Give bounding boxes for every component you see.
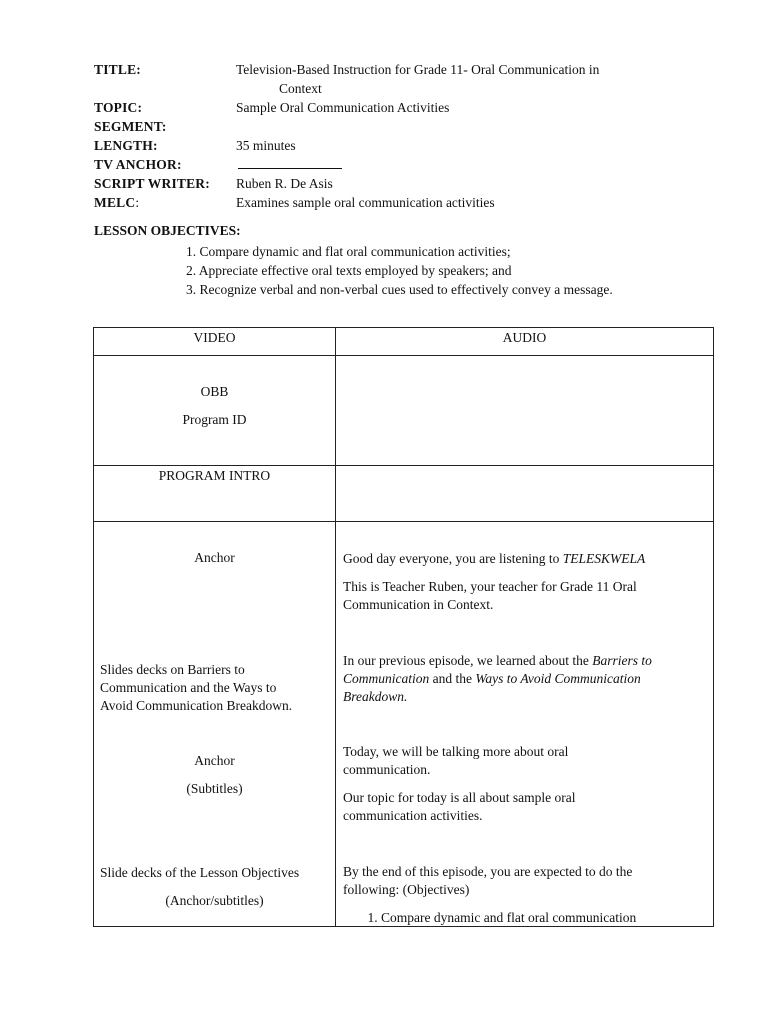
tv-anchor-blank	[238, 157, 342, 173]
script-table	[93, 327, 714, 927]
objective-item: 3. Recognize verbal and non-verbal cues used to effectively convey a message.	[186, 282, 613, 297]
slides-barriers-line: Communication and the Ways to	[100, 680, 277, 695]
table-row	[94, 466, 714, 522]
topic-line: Our topic for today is all about sample oral	[343, 790, 576, 805]
video-cell	[94, 522, 336, 927]
program-intro-text: PROGRAM INTRO	[158, 468, 271, 483]
today-line: communication.	[343, 762, 431, 777]
table-row	[94, 522, 714, 927]
audio-cell	[336, 522, 714, 927]
greeting-line: Good day everyone, you are listening to TELESKWELA	[343, 551, 646, 566]
title-label: TITLE:	[94, 62, 141, 77]
segment-label: SEGMENT:	[94, 119, 167, 134]
script-writer-label: SCRIPT WRITER:	[94, 176, 210, 191]
obb-text: OBB	[200, 384, 229, 399]
slides-objectives-text: Slide decks of the Lesson Objectives	[100, 865, 300, 880]
teleskwela-text: TELESKWELA	[562, 551, 646, 566]
melc-label: MELC:	[94, 195, 140, 210]
today-line: Today, we will be talking more about oral	[343, 744, 569, 759]
topic-value: Sample Oral Communication Activities	[236, 100, 450, 115]
title-value-line2: Context	[279, 81, 322, 96]
table-header-row	[94, 328, 714, 356]
objective-item: 2. Appreciate effective oral texts employed by speakers; and	[186, 263, 512, 278]
objectives-intro-line: following: (Objectives)	[343, 882, 470, 897]
audio-objectives-list	[336, 909, 713, 926]
subtitles-text: (Subtitles)	[186, 781, 243, 796]
previous-episode-line: In our previous episode, we learned about the Barriers to	[343, 653, 652, 668]
audio-cell	[336, 356, 714, 466]
teacher-intro-line: This is Teacher Ruben, your teacher for Grade 11 Oral	[343, 579, 637, 594]
video-cell	[94, 356, 336, 466]
slides-barriers-line: Avoid Communication Breakdown.	[100, 698, 293, 713]
video-column-header: VIDEO	[94, 328, 336, 356]
audio-column-header: AUDIO	[336, 328, 714, 356]
program-id-text: Program ID	[182, 412, 247, 427]
title-value-line1: Television-Based Instruction for Grade 11- Oral Communication in	[236, 62, 600, 77]
list-item: 1. Compare dynamic and flat oral communication	[381, 909, 713, 926]
previous-episode-line: Communication and the Ways to Avoid Communication	[343, 671, 641, 686]
lesson-objectives-list	[186, 242, 613, 299]
teacher-intro-line: Communication in Context.	[343, 597, 494, 612]
tv-anchor-label: TV ANCHOR:	[94, 157, 182, 172]
length-label: LENGTH:	[94, 138, 158, 153]
melc-value: Examines sample oral communication activities	[236, 195, 495, 210]
video-cell	[94, 466, 336, 522]
anchor-subtitles-text: (Anchor/subtitles)	[165, 893, 264, 908]
topic-label: TOPIC:	[94, 100, 143, 115]
length-value: 35 minutes	[236, 138, 296, 153]
audio-cell	[336, 466, 714, 522]
script-writer-value: Ruben R. De Asis	[236, 176, 333, 191]
anchor-text: Anchor	[194, 550, 235, 565]
topic-line: communication activities.	[343, 808, 483, 823]
previous-episode-line: Breakdown.	[343, 689, 408, 704]
anchor-text: Anchor	[194, 753, 235, 768]
objective-item: 1. Compare dynamic and flat oral communication activities;	[186, 244, 511, 259]
objectives-intro-line: By the end of this episode, you are expected to do the	[343, 864, 633, 879]
table-row	[94, 356, 714, 466]
slides-barriers-line: Slides decks on Barriers to	[100, 662, 245, 677]
lesson-objectives-heading: LESSON OBJECTIVES:	[94, 223, 241, 238]
